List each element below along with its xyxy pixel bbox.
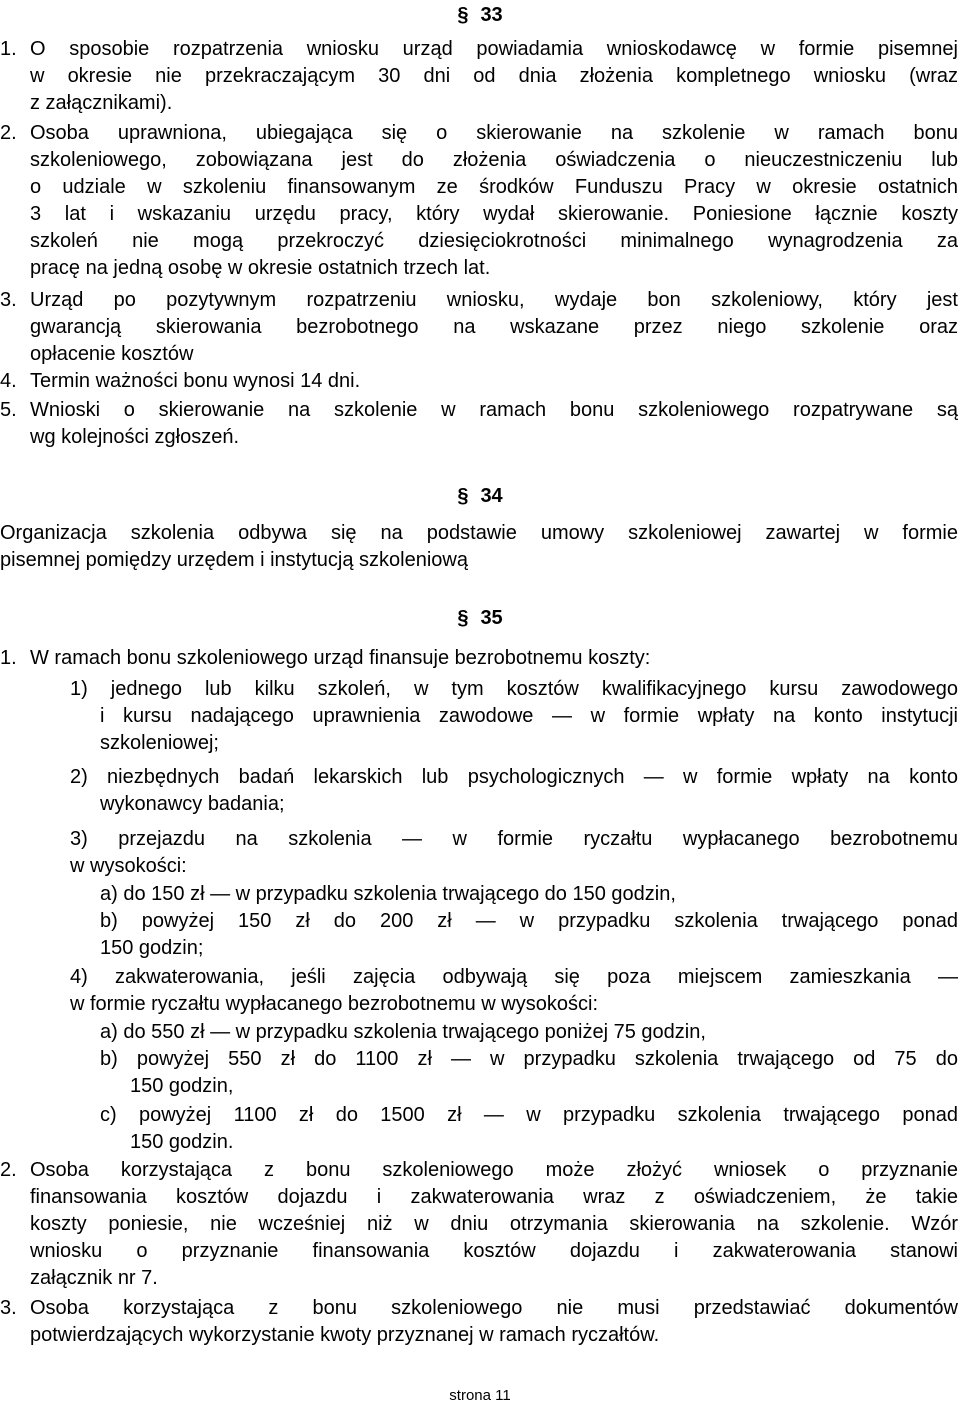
item-number: 5. (0, 399, 17, 421)
text-line: a) do 150 zł — w przypadku szkolenia trwającego do 150 godzin, (100, 883, 676, 905)
text-line: szkoleń nie mogą przekroczyć dziesięciokrotności minimalnego wynagrodzenia za (30, 230, 958, 252)
text-line: pisemnej pomiędzy urzędem i instytucją szkoleniową (0, 549, 468, 571)
text-line: b) powyżej 550 zł do 1100 zł — w przypadku szkolenia trwającego od 75 do (100, 1048, 958, 1070)
cost-item-3 (70, 826, 958, 880)
text-line: finansowania kosztów dojazdu i zakwaterowania wraz z oświadczeniem, że takie (30, 1186, 958, 1208)
text-line: o udziale w szkoleniu finansowanym ze środków Funduszu Pracy w okresie ostatnich (30, 176, 958, 198)
text-line: Urząd po pozytywnym rozpatrzeniu wniosku, wydaje bon szkoleniowy, który jest (30, 289, 958, 311)
text-line: 4) zakwaterowania, jeśli zajęcia odbywają się poza miejscem zamieszkania — (70, 966, 958, 988)
text-line: Termin ważności bonu wynosi 14 dni. (30, 370, 361, 392)
text-line: 3) przejazdu na szkolenia — w formie ryczałtu wypłacanego bezrobotnemu (70, 828, 958, 850)
cost-item-4a (100, 1019, 958, 1046)
section-35-item-1 (0, 645, 958, 672)
text-line: załącznik nr 7. (30, 1267, 158, 1289)
text-line: Osoba korzystająca z bonu szkoleniowego nie musi przedstawiać dokumentów (30, 1297, 958, 1319)
item-number: 2. (0, 1159, 17, 1181)
section-35-item-2 (0, 1157, 958, 1292)
section-number: 35 (480, 607, 503, 629)
item-number: 2. (0, 122, 17, 144)
section-number: 33 (480, 4, 503, 26)
text-line: wg kolejności zgłoszeń. (30, 426, 239, 448)
text-line: szkoleniowego, zobowiązana jest do złożenia oświadczenia o nieuczestniczeniu lub (30, 149, 958, 171)
cost-item-1 (70, 676, 958, 757)
text-line: Osoba uprawniona, ubiegająca się o skierowanie na szkolenie w ramach bonu (30, 122, 958, 144)
text-line: Wnioski o skierowanie na szkolenie w ramach bonu szkoleniowego rozpatrywane są (30, 399, 958, 421)
cost-item-2 (70, 764, 958, 818)
text-line: 2) niezbędnych badań lekarskich lub psychologicznych — w formie wpłaty na konto (70, 766, 958, 788)
item-number: 4. (0, 370, 17, 392)
text-line: gwarancją skierowania bezrobotnego na wskazane przez niego szkolenie oraz (30, 316, 958, 338)
section-34-heading (0, 483, 960, 509)
item-number: 3. (0, 289, 17, 311)
cost-item-3b (100, 908, 958, 962)
section-33-item-2 (0, 120, 958, 282)
text-line: c) powyżej 1100 zł do 1500 zł — w przypadku szkolenia trwającego ponad (100, 1104, 958, 1126)
section-33-item-5 (0, 397, 958, 451)
section-35-item-3 (0, 1295, 958, 1349)
text-line: 150 godzin, (130, 1075, 234, 1097)
cost-item-3a (100, 881, 958, 908)
text-line: i kursu nadającego uprawnienia zawodowe — w formie wpłaty na konto instytucji (100, 705, 958, 727)
section-35-heading (0, 605, 960, 631)
text-line: opłacenie kosztów (30, 343, 194, 365)
text-line: 150 godzin. (130, 1131, 234, 1153)
page-footer: strona 11 (449, 1387, 511, 1404)
section-34-paragraph (0, 520, 958, 574)
text-line: wniosku o przyznanie finansowania kosztów dojazdu i zakwaterowania stanowi (30, 1240, 958, 1262)
text-line: 1) jednego lub kilku szkoleń, w tym kosztów kwalifikacyjnego kursu zawodowego (70, 678, 958, 700)
item-number: 1. (0, 38, 17, 60)
section-symbol: § (457, 4, 469, 26)
section-symbol: § (457, 607, 469, 629)
item-number: 1. (0, 647, 17, 669)
text-line: wykonawcy badania; (100, 793, 285, 815)
text-line: Organizacja szkolenia odbywa się na podstawie umowy szkoleniowej zawartej w formie (0, 522, 958, 544)
text-line: z załącznikami). (30, 92, 173, 114)
section-33-item-1 (0, 36, 958, 117)
text-line: koszty poniesie, nie wcześniej niż w dniu otrzymania skierowania na szkolenie. Wzór (30, 1213, 958, 1235)
cost-item-4c (100, 1102, 958, 1156)
text-line: potwierdzających wykorzystanie kwoty przyznanej w ramach ryczałtów. (30, 1324, 660, 1346)
text-line: w wysokości: (70, 855, 187, 877)
text-line: a) do 550 zł — w przypadku szkolenia trwającego poniżej 75 godzin, (100, 1021, 706, 1043)
text-line: 3 lat i wskazaniu urzędu pracy, który wydał skierowanie. Poniesione łącznie koszty (30, 203, 958, 225)
text-line: b) powyżej 150 zł do 200 zł — w przypadku szkolenia trwającego ponad (100, 910, 958, 932)
text-line: szkoleniowej; (100, 732, 219, 754)
item-number: 3. (0, 1297, 17, 1319)
cost-item-4 (70, 964, 958, 1018)
text-line: 150 godzin; (100, 937, 204, 959)
text-line: O sposobie rozpatrzenia wniosku urząd powiadamia wnioskodawcę w formie pisemnej (30, 38, 958, 60)
section-33-item-3 (0, 287, 958, 368)
section-symbol: § (457, 485, 469, 507)
cost-item-4b (100, 1046, 958, 1100)
section-33-item-4 (0, 368, 958, 395)
text-line: w formie ryczałtu wypłacanego bezrobotnemu w wysokości: (70, 993, 598, 1015)
text-line: Osoba korzystająca z bonu szkoleniowego może złożyć wniosek o przyznanie (30, 1159, 958, 1181)
text-line: W ramach bonu szkoleniowego urząd finansuje bezrobotnemu koszty: (30, 647, 651, 669)
section-number: 34 (480, 485, 503, 507)
text-line: w okresie nie przekraczającym 30 dni od dnia złożenia kompletnego wniosku (wraz (30, 65, 958, 87)
text-line: pracę na jedną osobę w okresie ostatnich trzech lat. (30, 257, 491, 279)
section-33-heading (0, 2, 960, 28)
